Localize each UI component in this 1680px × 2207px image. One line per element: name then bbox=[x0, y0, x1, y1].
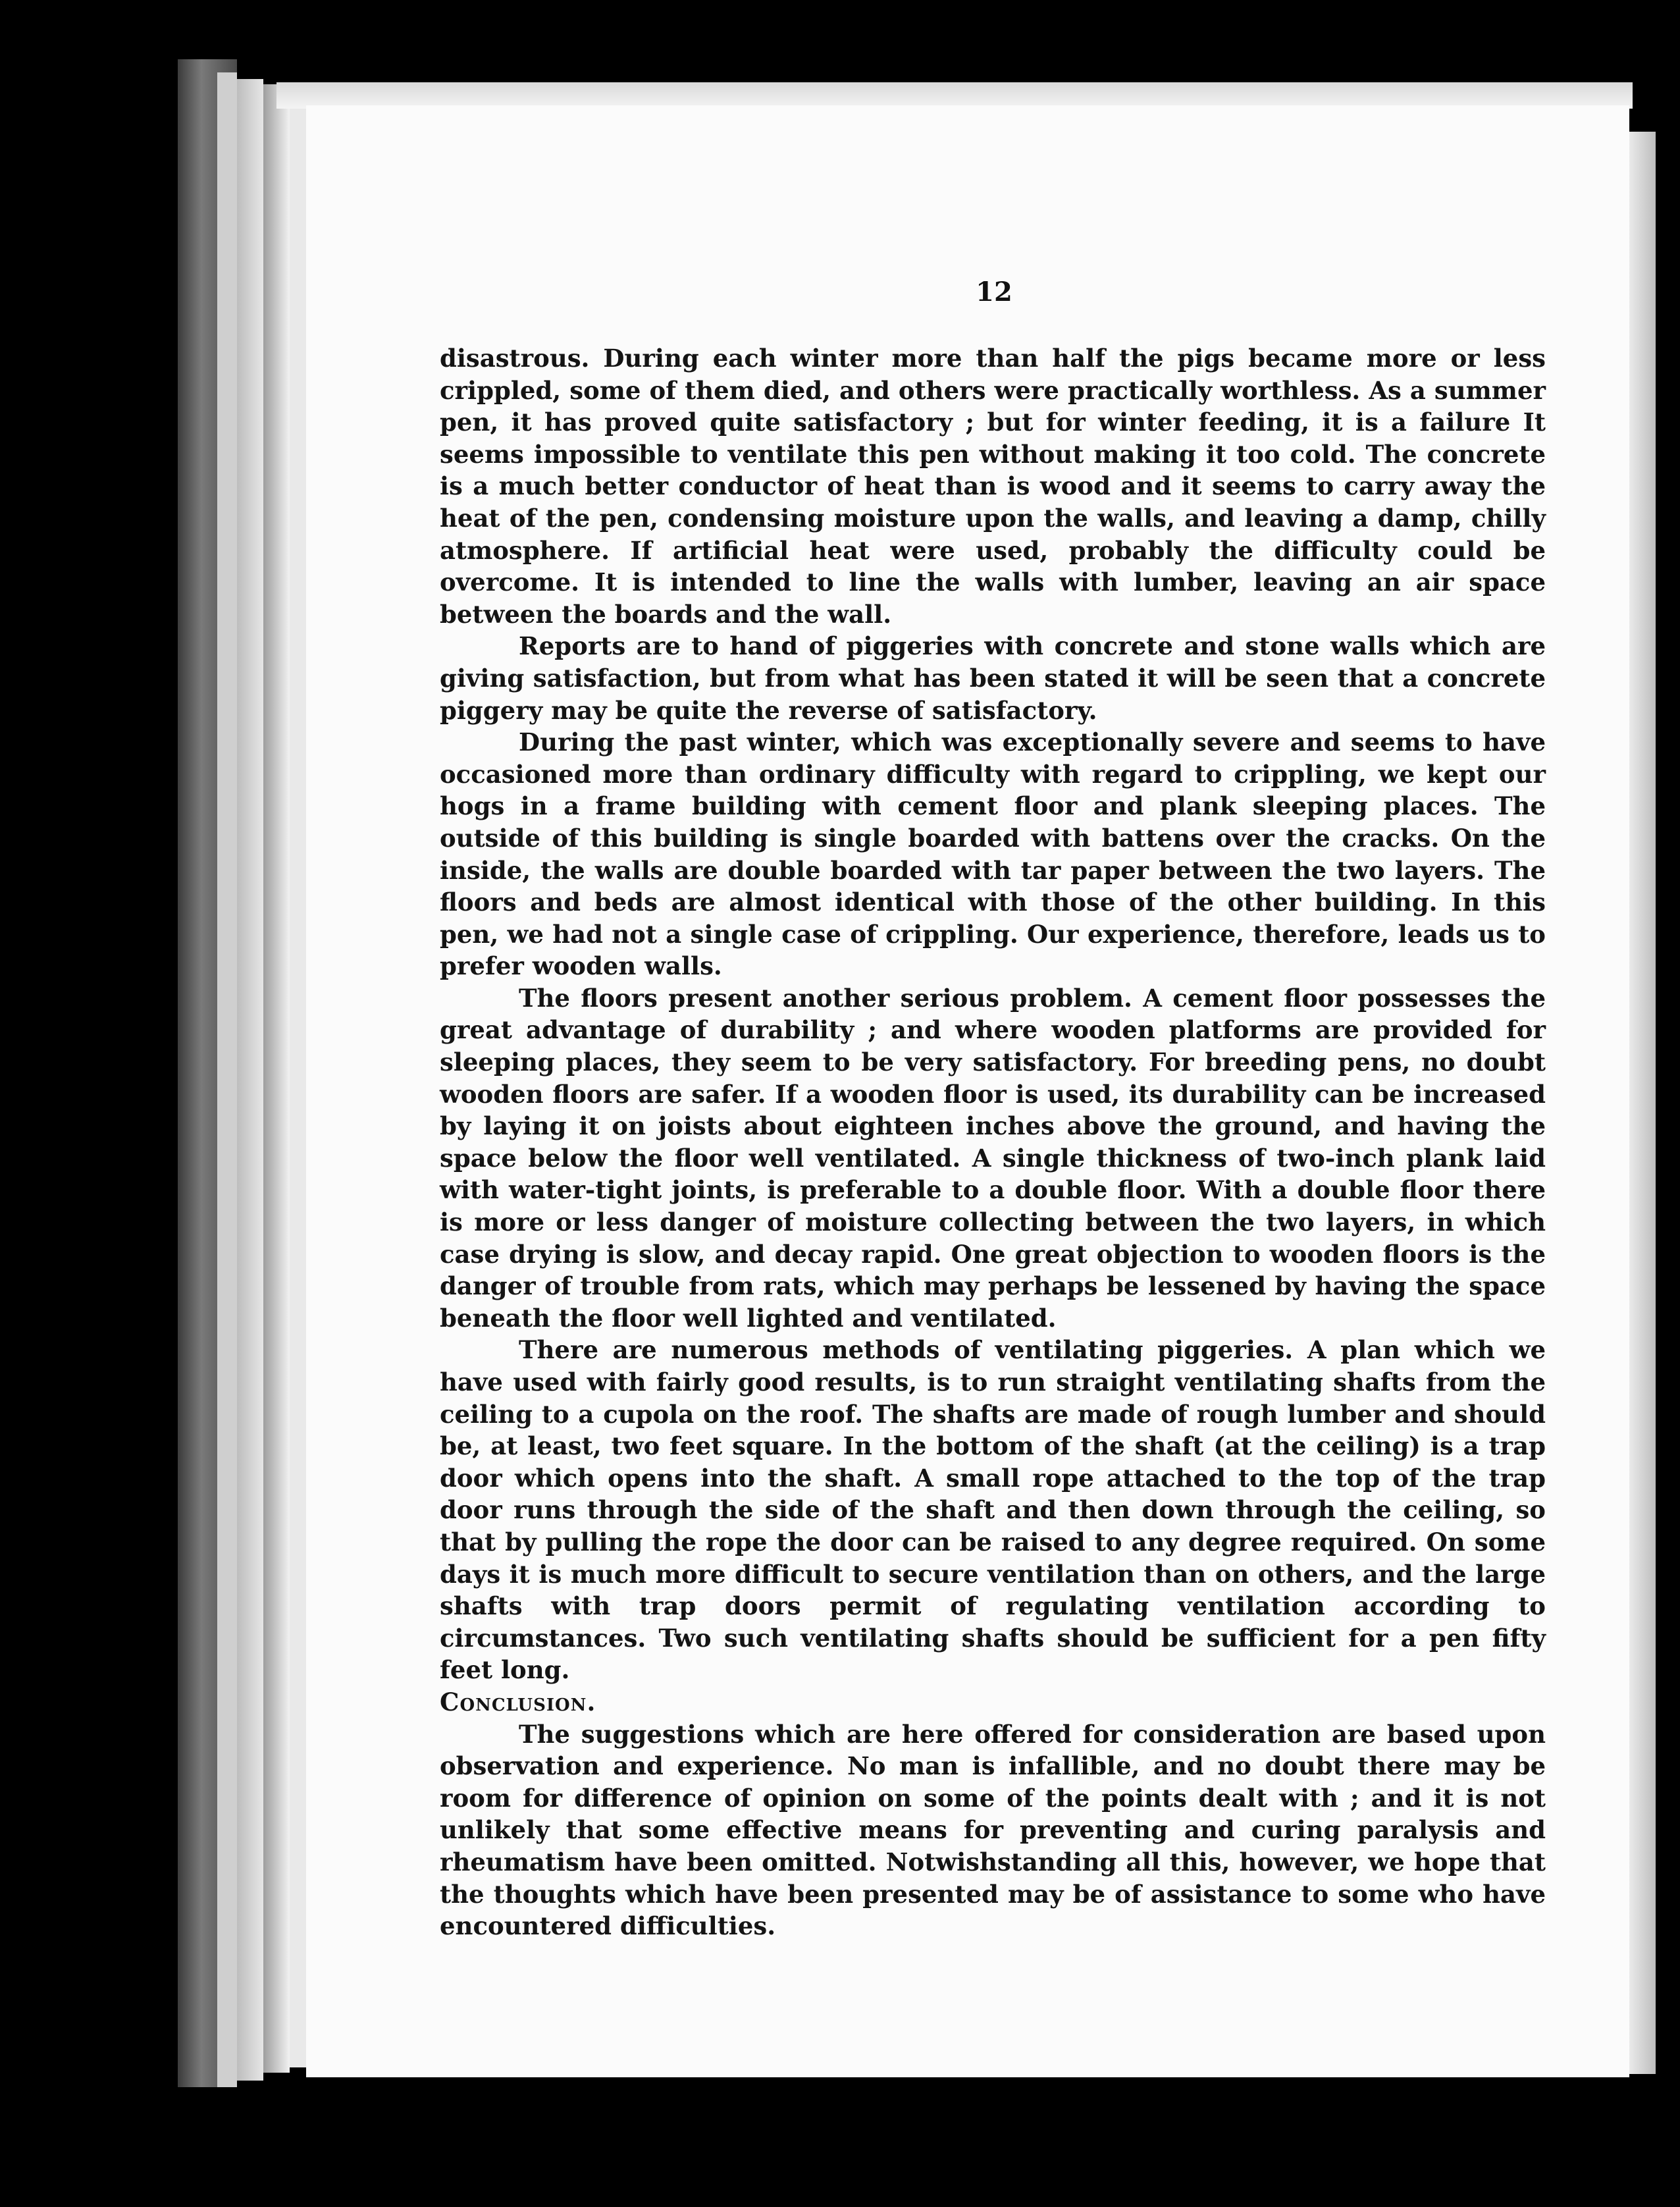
section-heading-conclusion: Conclusion. bbox=[440, 1687, 596, 1716]
paragraph-concrete-reports: Reports are to hand of piggeries with concrete and stone walls which are giving satisfaction, but from what has been stated it will be seen that a concrete piggery may be quite the reverse of satisfactory. bbox=[440, 631, 1546, 725]
page-stack-edge bbox=[217, 72, 237, 2087]
page-stack-edge bbox=[263, 84, 290, 2073]
paragraph-continuation: disastrous. During each winter more than half the pigs became more or less crippled, some of them died, and others were practically worthless. As a summer pen, it has proved quite satisfactory ; but for winter feeding, it is a failure It seems impossible to ventilate this pen without making it too cold. The concrete is a much better conductor of heat than is wood and it seems to carry away the heat of the pen, condensing moisture upon the walls, and leaving a damp, chilly atmosphere. If artificial heat were used, probably the difficulty could be overcome. It is intended to line the walls with lumber, leaving an air space between the boards and the wall. bbox=[440, 344, 1546, 629]
page-stack-edge bbox=[237, 79, 263, 2081]
page-number: 12 bbox=[976, 277, 1012, 307]
paragraph-conclusion: The suggestions which are here offered for consideration are based upon observation and experience. No man is infallible, and no doubt there may be room for difference of opinion on some of the points dealt with ; and it is not unlikely that some effective means for preventing and curing paralysis and rheumatism have been omitted. Notwishstanding all this, however, we hope that the thoughts which have been presented may be of assistance to some who have encountered difficulties. bbox=[440, 1719, 1546, 1941]
page-right-edge bbox=[1629, 132, 1656, 2074]
page-top-edge bbox=[276, 82, 1633, 109]
paragraph-ventilation: There are numerous methods of ventilating piggeries. A plan which we have used with fairly good results, is to run straight ventilating shafts from the ceiling to a cupola on the roof. The shafts are made of rough lumber and should be, at least, two feet square. In the bottom of the shaft (at the ceiling) is a trap door which opens into the shaft. A small rope attached to the top of the trap door runs through the side of the shaft and then down through the ceiling, so that by pulling the rope the door can be raised to any degree required. On some days it is much more difficult to secure ventilation than on others, and the large shafts with trap doors permit of regulating ventilation according to circumstances. Two such ventilating shafts should be sufficient for a pen fifty feet long. bbox=[440, 1335, 1546, 1685]
body-text bbox=[440, 342, 1546, 1942]
paragraph-floors: The floors present another serious problem. A cement floor possesses the great advantage of durability ; and where wooden platforms are provided for sleeping places, they seem to be very satisfactory. For breeding pens, no doubt wooden floors are safer. If a wooden floor is used, its durability can be increased by laying it on joists about eighteen inches above the ground, and having the space below the floor well ventilated. A single thickness of two-inch plank laid with water-tight joints, is preferable to a double floor. With a double floor there is more or less danger of moisture collecting between the two layers, in which case drying is slow, and decay rapid. One great objection to wooden floors is the danger of trouble from rats, which may perhaps be lessened by having the space beneath the floor well lighted and ventilated. bbox=[440, 983, 1546, 1333]
paragraph-past-winter: During the past winter, which was exceptionally severe and seems to have occasioned more than ordinary difficulty with regard to crippling, we kept our hogs in a frame building with cement floor and plank sleeping places. The outside of this building is single boarded with battens over the cracks. On the inside, the walls are double boarded with tar paper between the two layers. The floors and beds are almost identical with those of the other building. In this pen, we had not a single case of crippling. Our experience, therefore, leads us to prefer wooden walls. bbox=[440, 728, 1546, 981]
